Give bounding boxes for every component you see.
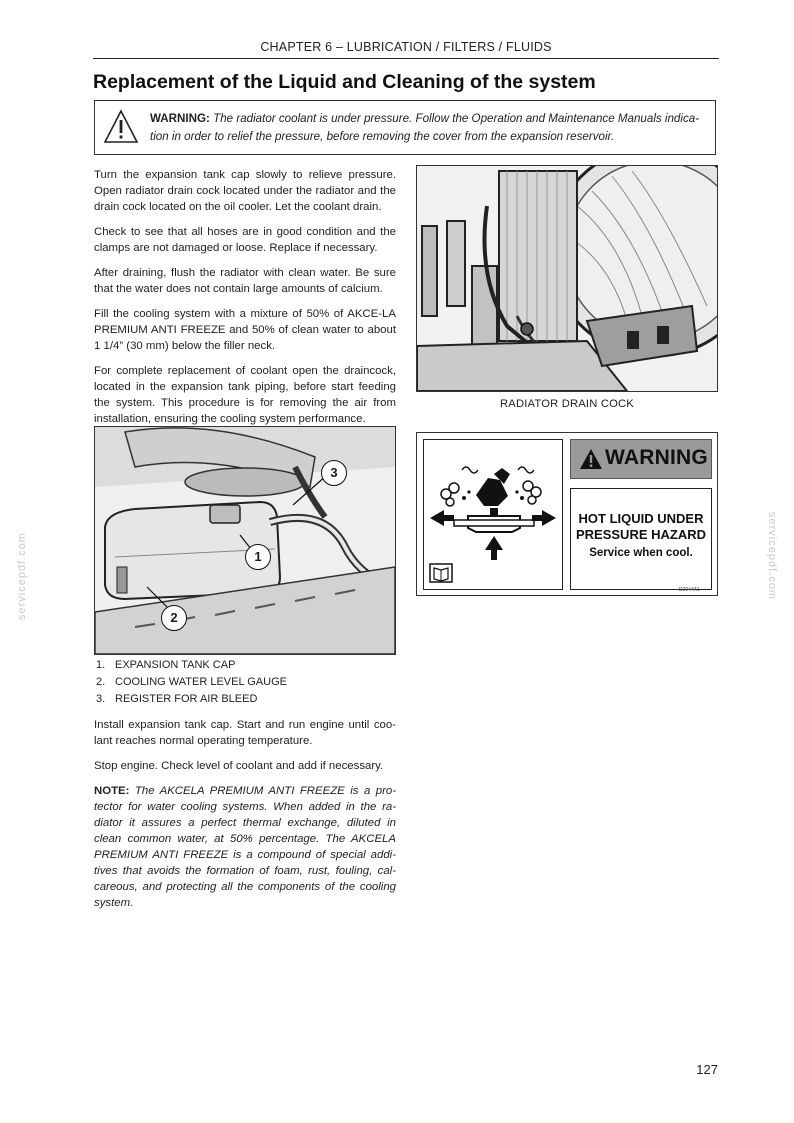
expansion-tank-figure [94,426,396,655]
warning-text [150,110,710,146]
hazard-line-1: HOT LIQUID UNDER [578,511,704,526]
warning-triangle-icon [579,448,603,470]
callout-2: 2 [161,605,187,631]
callout-3: 3 [321,460,347,486]
expansion-tank-illustration [95,427,395,654]
watermark-left: servicepdf.com [16,532,28,620]
note-label: NOTE: [94,785,130,797]
paragraph: Turn the expansion tank cap slowly to relieve pressure. Open radiator drain cock located under the radiator and the drain cock located on the oil cooler. Let the coolant drain. [94,169,396,213]
intro-paragraphs [94,167,396,427]
warning-label: WARNING: [150,112,210,125]
hot-liquid-spray-icon [424,440,562,589]
legend-item: 2. COOLING WATER LEVEL GAUGE [96,676,287,688]
warning-box [94,100,716,155]
hazard-pictogram-panel [423,439,563,590]
section-title: Replacement of the Liquid and Cleaning of the system [93,71,596,93]
paragraph: Fill the cooling system with a mixture of 50% of AKCE-LA PREMIUM ANTI FREEZE and 50% of clean water to about 1 1/4” (30 mm) below the filler neck. [94,308,396,352]
figure-legend [96,657,396,708]
warning-body: The radiator coolant is under pressure. Follow the Operation and Maintenance Manuals indica-tion in order to relief the pressure, before removing the cover from the expansion reservoir. [150,112,700,143]
note-paragraph [94,783,396,911]
paragraph: Check to see that all hoses are in good condition and the clamps are not damaged or loose. Replace if necessary. [94,226,396,254]
legend-item: 3. REGISTER FOR AIR BLEED [96,693,258,705]
hazard-line-3: Service when cool. [589,547,693,559]
closing-paragraphs [94,717,396,911]
hazard-text-panel [570,488,712,590]
warning-triangle-icon [103,109,139,145]
paragraph: After draining, flush the radiator with clean water. Be sure that the water does not contain large amounts of calcium. [94,267,396,295]
warning-banner [570,439,712,479]
hazard-line-2: PRESSURE HAZARD [575,527,706,542]
warning-banner-text: WARNING [605,446,708,469]
paragraph: For complete replacement of coolant open the draincock, located in the expansion tank piping, before start feeding the system. This procedure is for removing the air from installation, ensuring the cooling system performance. [94,365,396,425]
callout-1: 1 [245,544,271,570]
chapter-header: CHAPTER 6 – LUBRICATION / FILTERS / FLUIDS [260,40,552,54]
radiator-caption: RADIATOR DRAIN COCK [500,398,634,410]
note-body: The AKCELA PREMIUM ANTI FREEZE is a pro-tector for water cooling systems. When added in the ra-diator it assures a perfect thermal exchange, diluted in clean common water, at 50% percentage. The AKCELA PREMIUM ANTI FREEZE is a compound of special addi-tives that avoids the formation of foam, rust, fouling, cal-careous, and protecting all the components of the cooling system. [94,785,397,909]
watermark-right: servicepdf.com [766,512,778,600]
header-rule [93,58,719,59]
page-number: 127 [696,1062,718,1077]
paragraph: Install expansion tank cap. Start and run engine until coo-lant reaches normal operating temperature. [94,719,396,747]
warning-decal [416,432,718,596]
paragraph: Stop engine. Check level of coolant and add if necessary. [94,760,384,772]
radiator-illustration [417,166,717,391]
radiator-drain-cock-figure [416,165,718,392]
decal-code: D2044A1 [679,587,700,593]
legend-item: 1. EXPANSION TANK CAP [96,659,236,671]
